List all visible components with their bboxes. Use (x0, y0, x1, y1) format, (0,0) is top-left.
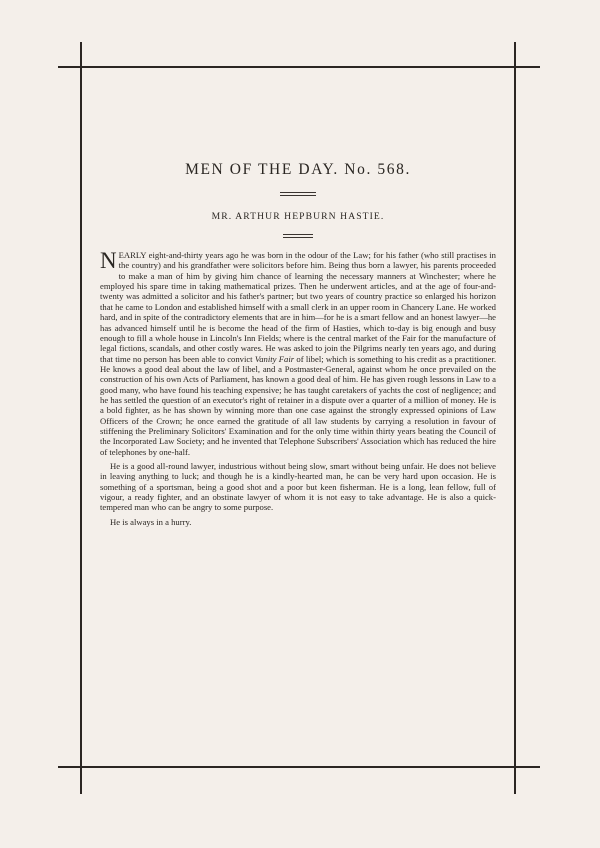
frame-rule-bottom (58, 766, 540, 768)
subtitle-divider (283, 234, 313, 238)
frame-rule-left (80, 42, 82, 794)
page-title: MEN OF THE DAY. No. 568. (185, 161, 411, 178)
article-subtitle: MR. ARTHUR HEPBURN HASTIE. (211, 210, 385, 222)
paragraph-2: He is a good all-round lawyer, industrious without being slow, smart without being unfair. He does not believe in leaving anything to luck; and though he is a kindly-hearted man, he can be very hard upon occasion. He is something of a sportsman, being a good shot and a poor but keen fisherman. He is a long, lean fellow, full of vigour, a ready fighter, and an obstinate lawyer of whom it is not easy to take advantage. He is also a quick-tempered man who can be angry to some purpose. (100, 460, 496, 513)
frame-rule-top (58, 66, 540, 68)
title-divider (280, 192, 316, 196)
paragraph-1-part-a: EARLY eight-and-thirty years ago he was born in the odour of the Law; for his father (who still practises in the country) and his grandfather were solicitors before him. Being thus born a lawyer, his parents proceeded to make a man of him by giving him chance of learning the necessary manners at Winchester; where he employed his spare time in taking mathematical prizes. Then he underwent articles, and at the age of four-and-twenty was admitted a solicitor and his father's partner; but two years of country practice so enlarged his horizon that he came to London and established himself with a small clerk in an upper room in Chancery Lane. He worked hard, and in spite of the contradictory elements that are in him—for he is a smart fellow and an honest lawyer—he has advanced himself until he is become the head of the firm of Hasties, which to-day is big enough and busy enough to fill a whole house in Lincoln's Inn Fields; where is the central market of the Fair for the manufacture of legal fictions, scandals, and other costly wares. He was asked to join the Pilgrims nearly ten years ago, and during that time no person has been able to convict (100, 250, 496, 364)
paragraph-3: He is always in a hurry. (110, 516, 192, 527)
paragraph-1 (100, 250, 496, 457)
frame-rule-right (514, 42, 516, 794)
drop-cap: N (100, 248, 117, 274)
paragraph-1-part-b: of libel; which is something to his credit as a practitioner. He knows a good deal about the law of libel, and a Postmaster-General, against whom he once prevailed on the construction of his own Acts of Parliament, has known a good deal of him. He has given rough lessons in Law to a good many, who have found his teaching expensive; he has taught caretakers of yachts the cost of negligence; and he has settled the question of an executor's right of retainer in a dispute over a quarter of a million of money. He is a bold fighter, as he has shown by winning more than one case against the strongly expressed opinions of Law Officers of the Crown; he once earned the gratitude of all law students by carrying a resolution in favour of stiffening the Preliminary Solicitors' Examination and for the only time within thirty years beating the Council of the Incorporated Law Society; and he invented that Telephone Subscribers' Association which has reduced the hire of telephones by one-half. (100, 353, 497, 457)
article-content (100, 162, 496, 531)
article-body (100, 250, 496, 527)
italic-title: Vanity Fair (254, 353, 295, 364)
